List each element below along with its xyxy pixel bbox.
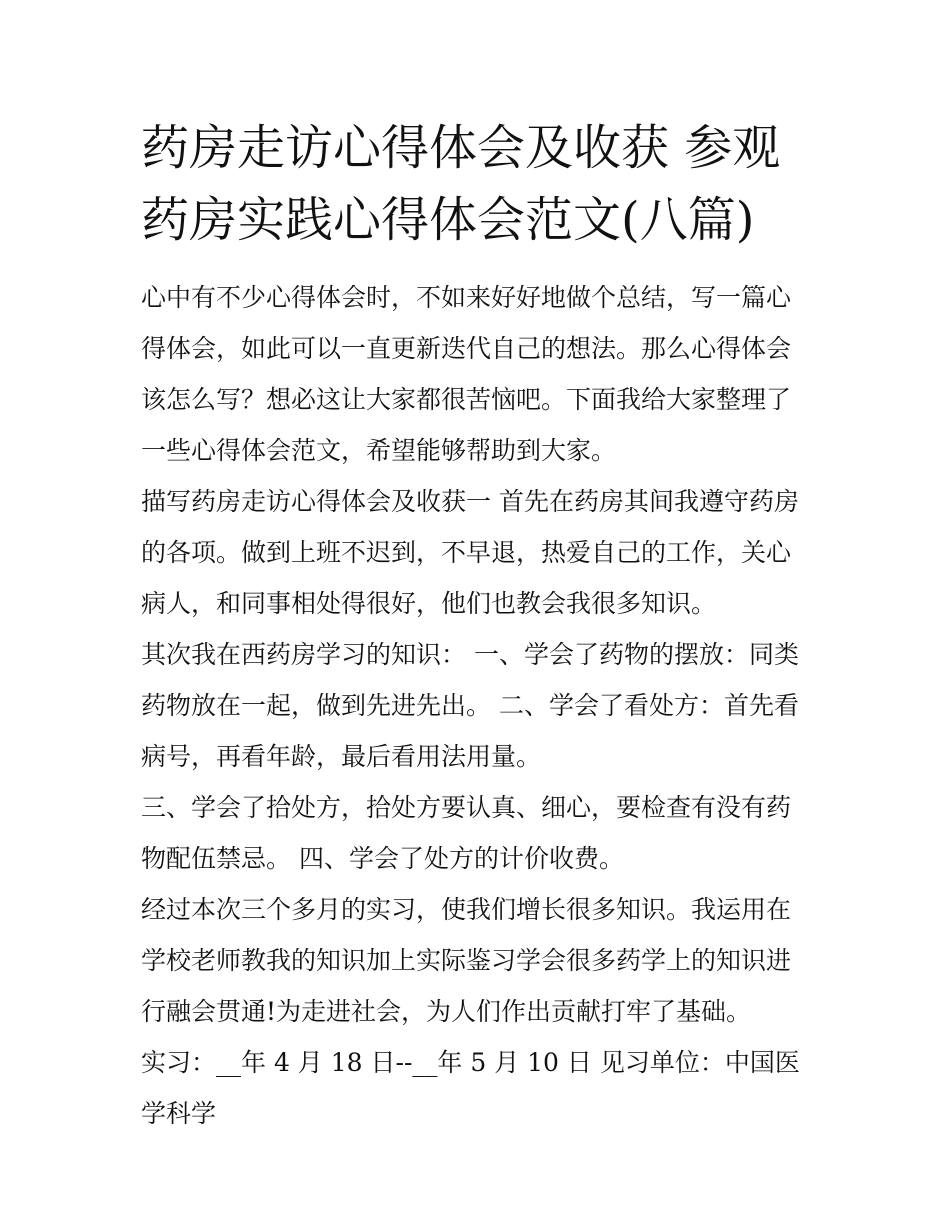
paragraph-intro: 心中有不少心得体会时，不如来好好地做个总结，写一篇心得体会，如此可以一直更新迭代自己的想法。那么心得体会该怎么写？想必这让大家都很苦恼吧。下面我给大家整理了一些心得体会范文，希望能够帮助到大家。 [141,283,792,465]
paragraph-pharmacy-visit: 描写药房走访心得体会及收获一 首先在药房其间我遵守药房的各项。做到上班不迟到，不早退，热爱自己的工作，关心病人，和同事相处得很好，他们也教会我很多知识。 [141,487,799,618]
document-title: 药房走访心得体会及收获 参观药房实践心得体会范文(八篇) [141,120,781,248]
paragraph-prescription: 三、学会了拾处方，拾处方要认真、细心，要检查有没有药物配伍禁忌。 四、学会了处方的计价收费。 [141,793,792,873]
document-body [141,112,813,1139]
paragraph-internship-dates: 实习：__年 4 月 18 日--__年 5 月 10 日 见习单位：中国医学科学 [141,1048,800,1128]
paragraph-western-pharmacy: 其次我在西药房学习的知识： 一、学会了药物的摆放：同类药物放在一起，做到先进先出。 二、学会了看处方：首先看病号，再看年龄，最后看用法用量。 [141,640,799,771]
paragraph-internship-summary: 经过本次三个多月的实习，使我们增长很多知识。我运用在学校老师教我的知识加上实际鉴习学会很多药学上的知识进行融会贯通!为走进社会，为人们作出贡献打牢了基础。 [141,895,792,1026]
